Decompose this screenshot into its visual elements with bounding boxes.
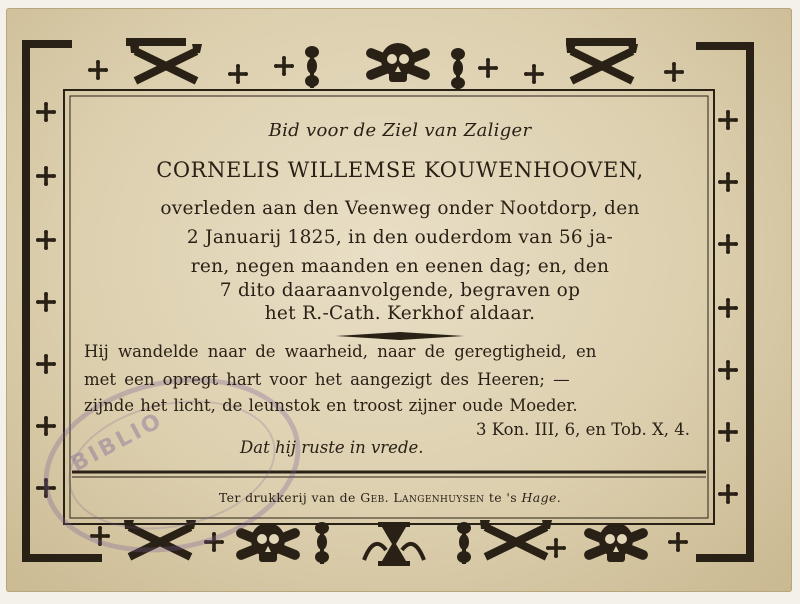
closing-prayer: Dat hij ruste in vrede. (240, 438, 424, 457)
verse-line-2: met een opregt hart voor het aangezigt des Heeren; — (84, 370, 570, 389)
deceased-name: CORNELIS WILLEMSE KOUWENHOOVEN, (156, 158, 644, 182)
body-line-1: overleden aan den Veenweg onder Nootdorp, den (160, 198, 640, 219)
body-line-3: ren, negen maanden en eenen dag; en, den (190, 256, 610, 277)
body-line-5: het R.-Cath. Kerkhof aldaar. (264, 303, 536, 324)
printer-prefix: Ter drukkerij van de (218, 490, 361, 505)
body-line-4: 7 dito daaraanvolgende, begraven op (219, 280, 581, 301)
body-line-2: 2 Januarij 1825, in den ouderdom van 56 ja- (186, 227, 614, 248)
library-stamp-text: BIBLIO (67, 407, 168, 478)
printer-city: Hage. (521, 490, 562, 505)
prayer-line: Bid voor de Ziel van Zaliger (268, 120, 532, 141)
verse-line-3: zijnde het licht, de leunstok en troost zijner oude Moeder. (84, 396, 578, 415)
verse-line-1: Hij wandelde naar de waarheid, naar de geregtigheid, en (84, 342, 597, 361)
scripture-reference: 3 Kon. III, 6, en Tob. X, 4. (475, 420, 690, 439)
printer-name: Geb. Langenhuysen (360, 490, 485, 505)
printer-imprint (110, 490, 670, 505)
printer-mid: te 's (484, 490, 522, 505)
